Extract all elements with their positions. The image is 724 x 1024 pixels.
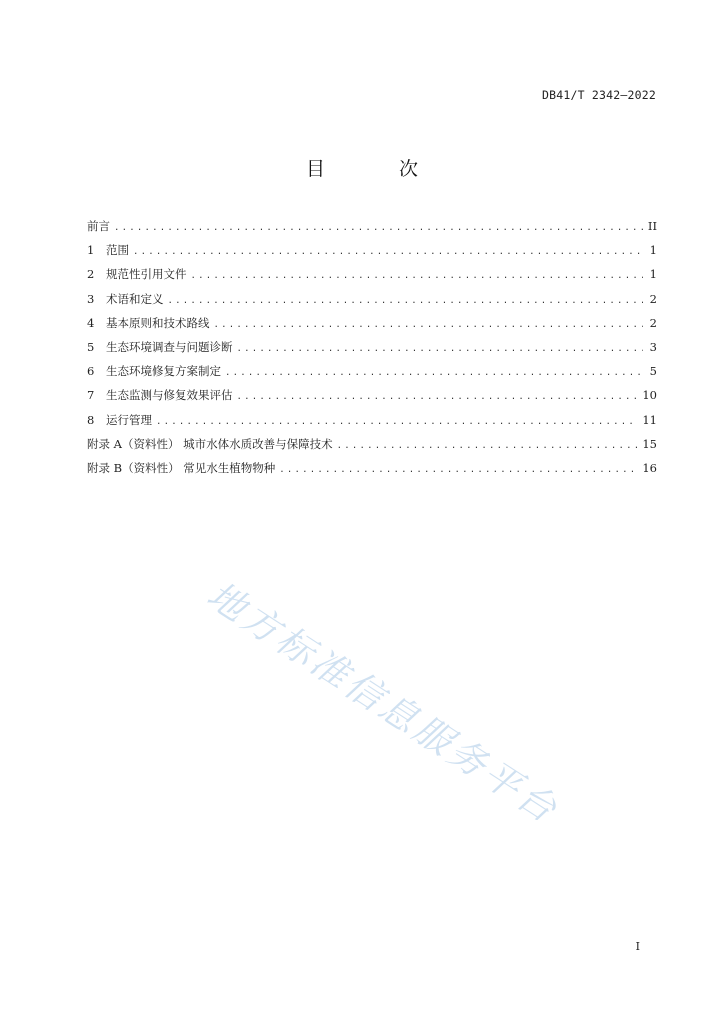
toc-entry-page: 1 <box>649 267 657 282</box>
toc-entry-annex-a[interactable] <box>87 436 657 460</box>
toc-entry-label: 附录 B（资料性） 常见水生植物物种 <box>87 460 276 475</box>
dot-leader <box>191 271 644 281</box>
toc-entry-label: 生态监测与修复效果评估 <box>106 388 233 403</box>
page-number: I <box>635 940 640 953</box>
dot-leader <box>114 223 643 233</box>
toc-entry-label: 运行管理 <box>106 412 152 427</box>
toc-entry-page: 10 <box>642 388 657 403</box>
toc-entry-label: 基本原则和技术路线 <box>106 315 210 330</box>
dot-leader <box>214 320 644 330</box>
toc-entry-page: 2 <box>649 315 657 330</box>
toc-entry-label: 术语和定义 <box>106 291 164 306</box>
dot-leader <box>237 344 644 354</box>
toc-entry-page: 3 <box>649 339 657 354</box>
toc-title: 目 次 <box>305 158 453 180</box>
toc-entry-survey[interactable] <box>87 339 657 363</box>
toc-entry-label: 规范性引用文件 <box>106 267 187 282</box>
toc-entry-page: 15 <box>642 436 657 451</box>
watermark: 地方标准信息服务平台 <box>199 573 567 833</box>
toc-entry-number: 3 <box>87 291 95 306</box>
toc-entry-page: 1 <box>649 243 657 258</box>
toc-entry-normative-references[interactable] <box>87 266 657 290</box>
document-code: DB41/T 2342—2022 <box>542 88 656 102</box>
dot-leader <box>225 368 643 378</box>
toc-entry-page: 16 <box>642 460 657 475</box>
toc-entry-number: 7 <box>87 388 95 403</box>
toc-entry-number: 4 <box>87 315 95 330</box>
dot-leader <box>156 417 638 427</box>
dot-leader <box>337 441 639 451</box>
toc-entry-number: 8 <box>87 412 95 427</box>
toc-entry-foreword[interactable] <box>87 218 657 242</box>
toc-entry-number: 2 <box>87 267 95 282</box>
toc-entry-label: 范围 <box>106 243 129 258</box>
toc-entry-page: 5 <box>649 364 657 379</box>
toc-entry-label: 附录 A（资料性） 城市水体水质改善与保障技术 <box>87 436 333 451</box>
toc-entry-annex-b[interactable] <box>87 460 657 484</box>
toc-entry-number: 1 <box>87 243 95 258</box>
dot-leader <box>168 296 644 306</box>
toc-entry-principles[interactable] <box>87 315 657 339</box>
toc-entry-page: II <box>647 219 657 233</box>
table-of-contents <box>87 218 657 484</box>
dot-leader <box>237 392 639 402</box>
toc-entry-page: 2 <box>649 291 657 306</box>
dot-leader <box>279 465 638 475</box>
toc-entry-number: 5 <box>87 339 95 354</box>
dot-leader <box>133 247 643 257</box>
toc-entry-label: 生态环境修复方案制定 <box>106 364 221 379</box>
toc-entry-monitoring[interactable] <box>87 387 657 411</box>
toc-entry-number: 6 <box>87 364 95 379</box>
toc-entry-operation[interactable] <box>87 412 657 436</box>
toc-entry-label: 生态环境调查与问题诊断 <box>106 339 233 354</box>
toc-entry-label: 前言 <box>87 219 110 233</box>
toc-entry-page: 11 <box>642 412 657 427</box>
toc-entry-scope[interactable] <box>87 242 657 266</box>
toc-entry-terms[interactable] <box>87 291 657 315</box>
toc-entry-restoration-plan[interactable] <box>87 363 657 387</box>
